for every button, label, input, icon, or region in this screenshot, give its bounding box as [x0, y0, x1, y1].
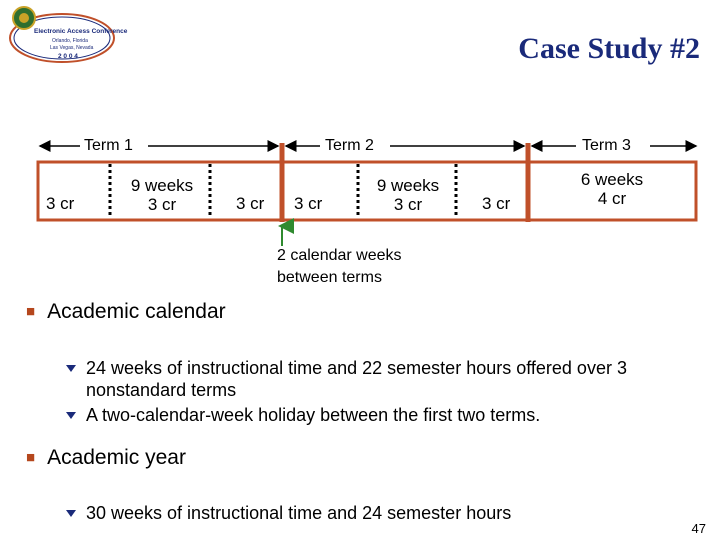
break-note-line2: between terms	[277, 269, 382, 286]
bullet-text: 24 weeks of instructional time and 22 semester hours offered over 3 nonstandard terms	[86, 358, 627, 400]
cell-weeks: 6 weeks	[580, 170, 644, 189]
term-label-2: Term 2	[325, 137, 374, 154]
page-number: 47	[691, 521, 706, 536]
bullet-text: A two-calendar-week holiday between the first two terms.	[86, 405, 541, 425]
triangle-bullet-icon	[66, 510, 76, 517]
bullet-item	[66, 357, 676, 401]
cell-credits: 3 cr	[46, 194, 75, 213]
section-heading-academic-year	[26, 446, 186, 470]
term-label-3: Term 3	[582, 137, 631, 154]
logo-line1: Electronic Access Conference	[34, 28, 128, 35]
cell-credits: 3 cr	[236, 194, 265, 213]
cell-credits: 4 cr	[597, 189, 627, 208]
logo-year: 2 0 0 4	[58, 53, 78, 60]
triangle-bullet-icon	[66, 412, 76, 419]
section-heading-text: Academic calendar	[47, 300, 226, 323]
break-note-line1: 2 calendar weeks	[277, 247, 402, 264]
term-label-1: Term 1	[84, 137, 133, 154]
cell-block	[118, 176, 206, 214]
cell-weeks: 9 weeks	[376, 176, 440, 195]
triangle-bullet-icon	[66, 365, 76, 372]
section-heading-text: Academic year	[47, 446, 186, 469]
cell-credits: 3 cr	[482, 194, 511, 213]
bullet-text: 30 weeks of instructional time and 24 semester hours	[86, 503, 512, 523]
cell-block	[364, 176, 452, 214]
bullet-item	[66, 404, 676, 426]
break-note	[277, 245, 402, 289]
cell-credits: 3 cr	[294, 194, 323, 213]
bullet-item	[66, 502, 676, 524]
cell-credits: 3 cr	[147, 195, 177, 214]
square-bullet-icon: ■	[26, 303, 36, 320]
section-heading-academic-calendar	[26, 300, 226, 324]
cell-weeks: 9 weeks	[130, 176, 194, 195]
square-bullet-icon: ■	[26, 449, 36, 466]
cell-block	[566, 170, 658, 208]
cell-credits: 3 cr	[393, 195, 423, 214]
logo-line3: Las Vegas, Nevada	[50, 45, 94, 51]
slide-title: Case Study #2	[518, 32, 700, 65]
logo-line2: Orlando, Florida	[52, 38, 88, 44]
